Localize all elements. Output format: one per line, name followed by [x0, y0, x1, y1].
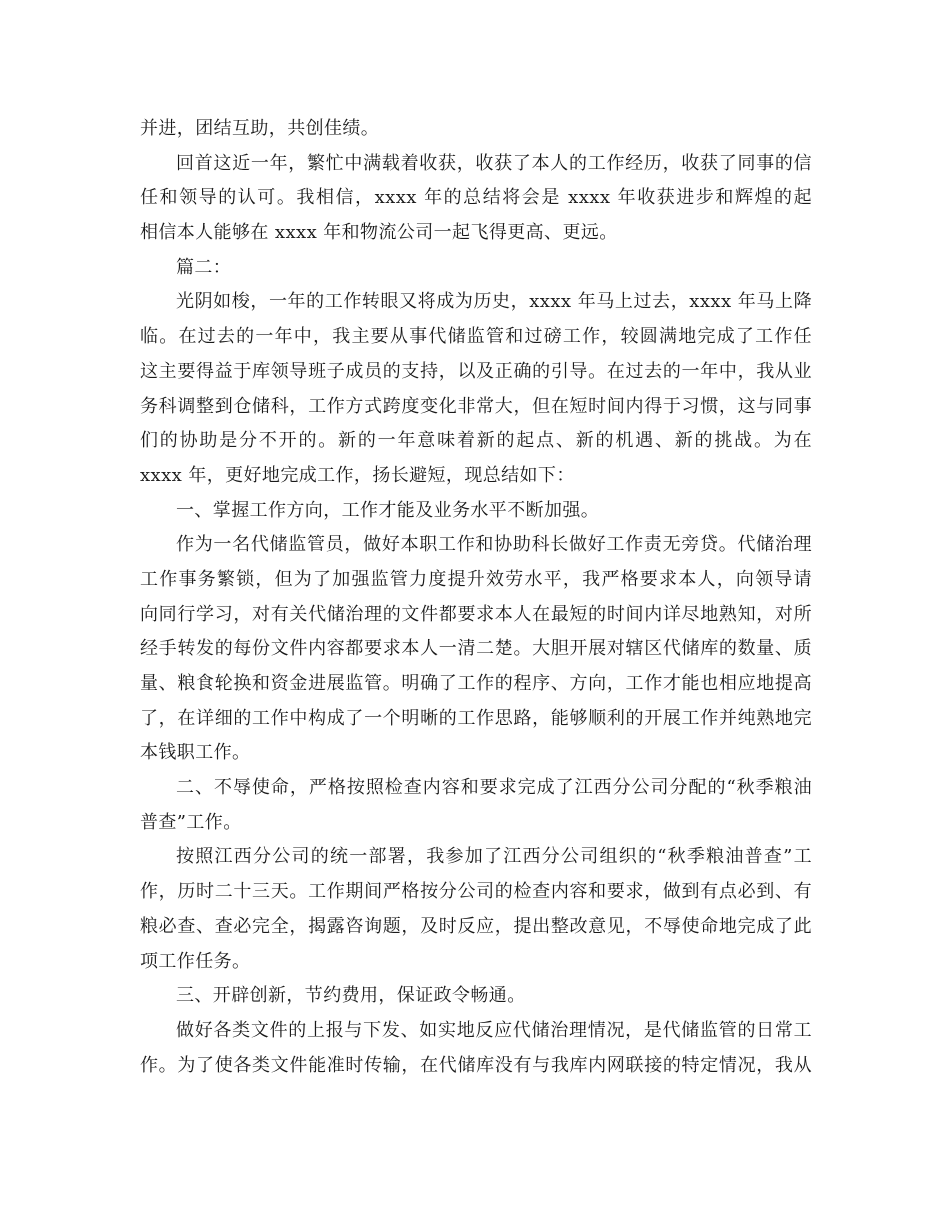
text-line: 量、粮食轮换和资金进展监管。明确了工作的程序、方向，工作才能也相应地提高	[140, 673, 812, 694]
text-line: 工作事务繁锁，但为了加强监管力度提升效劳水平，我严格要求本人，向领导请	[140, 568, 812, 590]
text-line: 向同行学习，对有关代储治理的文件都要求本人在最短的时间内详尽地熟知，对所	[140, 603, 812, 625]
text-line: 这主要得益于库领导班子成员的支持，以及正确的引导。在过去的一年中，我从业	[140, 360, 812, 382]
text-line: 了，在详细的工作中构成了一个明晰的工作思路，能够顺利的开展工作并纯熟地完	[140, 707, 812, 729]
text-line: 本钱职工作。	[140, 742, 251, 764]
text-line: 作，历时二十三天。工作期间严格按分公司的检查内容和要求，做到有点必到、有	[140, 881, 812, 903]
text-line: 三、开辟创新，节约费用，保证政令畅通。	[176, 985, 526, 1007]
text-line: 相信本人能够在 xxxx 年和物流公司一起飞得更高、更远。	[140, 222, 618, 244]
text-line: 一、掌握工作方向，工作才能及业务水平不断加强。	[176, 499, 600, 521]
document-body	[140, 112, 812, 1083]
text-line: 务科调整到仓储科，工作方式跨度变化非常大，但在短时间内得于习惯，这与同事	[140, 395, 812, 417]
text-line: 临。在过去的一年中，我主要从事代储监管和过磅工作，较圆满地完成了工作任	[140, 326, 812, 348]
text-line: 经手转发的每份文件内容都要求本人一清二楚。大胆开展对辖区代储库的数量、质	[140, 638, 812, 660]
text-line: xxxx 年，更好地完成工作，扬长避短，现总结如下：	[140, 464, 575, 486]
text-line: 光阴如梭，一年的工作转眼又将成为历史，xxxx 年马上过去，xxxx 年马上降	[176, 291, 812, 313]
text-line: 粮必查、查必完全，揭露咨询题，及时反应，提出整改意见，不辱使命地完成了此	[140, 915, 812, 937]
text-line: 任和领导的认可。我相信，xxxx 年的总结将会是 xxxx 年收获进步和辉煌的起	[140, 187, 812, 209]
text-line: 们的协助是分不开的。新的一年意味着新的起点、新的机遇、新的挑战。为在	[140, 430, 812, 452]
text-line: 二、不辱使命，严格按照检查内容和要求完成了江西分公司分配的“秋季粮油	[176, 777, 812, 799]
text-line: 项工作任务。	[140, 950, 251, 972]
text-line: 作为一名代储监管员，做好本职工作和协助科长做好工作责无旁贷。代储治理	[176, 534, 812, 556]
text-line: 做好各类文件的上报与下发、如实地反应代储治理情况，是代储监管的日常工	[176, 1019, 812, 1041]
text-line: 作。为了使各类文件能准时传输，在代储库没有与我库内网联接的特定情况，我从	[140, 1054, 812, 1076]
text-line: 并进，团结互助，共创佳绩。	[140, 118, 380, 139]
text-line: 篇二：	[176, 256, 232, 278]
text-line: 回首这近一年，繁忙中满载着收获，收获了本人的工作经历，收获了同事的信	[176, 152, 812, 174]
text-line: 按照江西分公司的统一部署，我参加了江西分公司组织的“秋季粮油普查”工	[176, 846, 812, 868]
text-line: 普查”工作。	[140, 811, 242, 833]
